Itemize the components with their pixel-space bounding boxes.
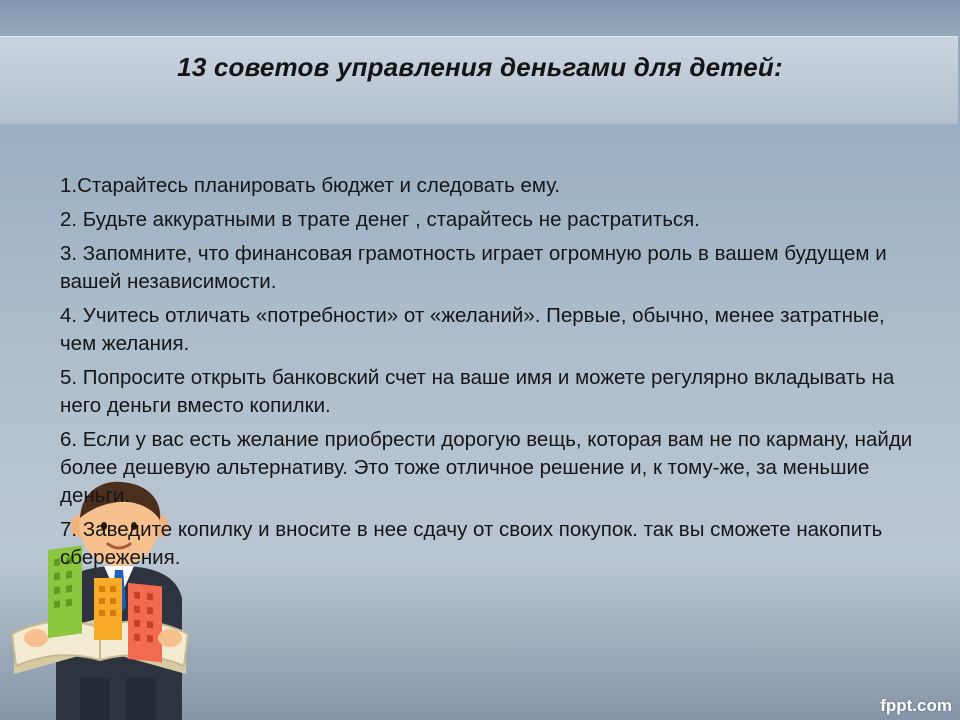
- tip-item: 3. Запомните, что финансовая грамотность играет огромную роль в вашем будущем и вашей независимости.: [60, 242, 887, 293]
- tips-list: [60, 172, 920, 578]
- tip-item: 7. Заведите копилку и вносите в нее сдачу от своих покупок. так вы сможете накопить сбережения.: [60, 518, 883, 569]
- tip-item: 6. Если у вас есть желание приобрести дорогую вещь, которая вам не по карману, найди более дешевую альтернативу. Это тоже отличное решение и, к тому-же, за меньшие деньги.: [60, 428, 913, 507]
- tip-item: 4. Учитесь отличать «потребности» от «желаний». Первые, обычно, менее затратные, чем желания.: [60, 304, 885, 355]
- watermark: fppt.com: [880, 696, 952, 715]
- tip-item: 2. Будьте аккуратными в трате денег , старайтесь не растратиться.: [60, 208, 700, 231]
- tip-item: 5. Попросите открыть банковский счет на ваше имя и можете регулярно вкладывать на него деньги вместо копилки.: [60, 366, 895, 417]
- tip-item: 1.Старайтесь планировать бюджет и следовать ему.: [60, 174, 561, 197]
- top-frame: [0, 0, 960, 36]
- slide-title: 13 советов управления деньгами для детей:: [177, 52, 783, 82]
